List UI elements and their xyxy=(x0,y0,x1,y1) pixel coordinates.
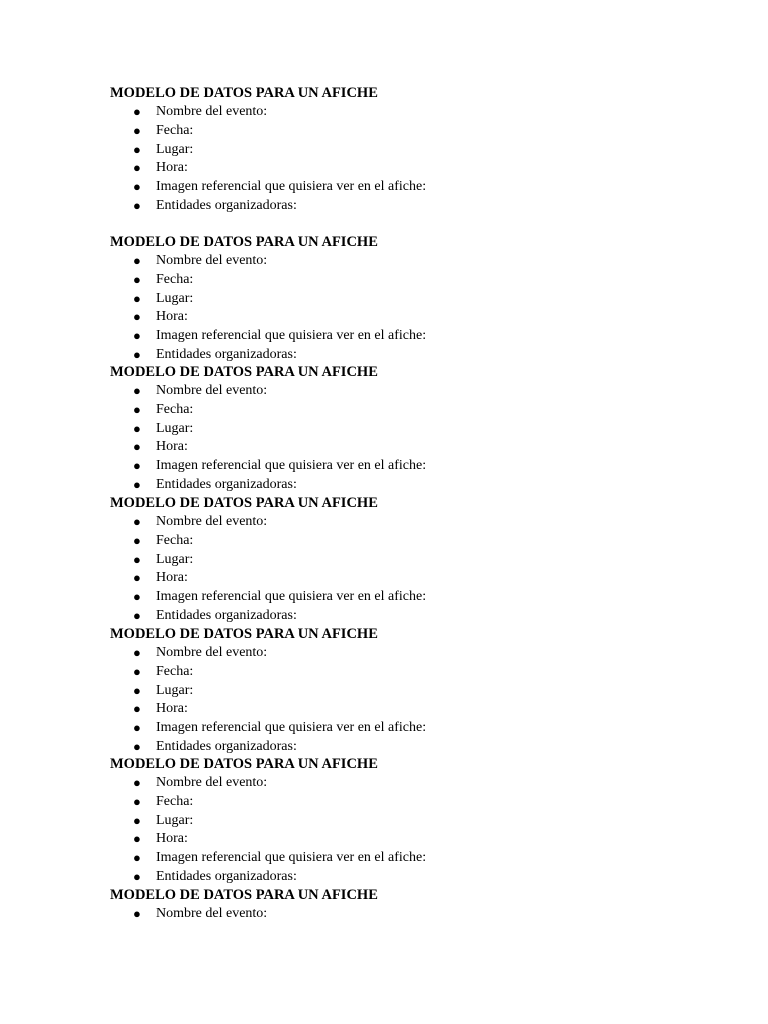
section-heading: MODELO DE DATOS PARA UN AFICHE xyxy=(110,85,378,101)
list-item xyxy=(110,663,670,682)
field-label: Imagen referencial que quisiera ver en el afiche: xyxy=(156,328,427,344)
list-item xyxy=(110,793,670,812)
bullet-icon: ● xyxy=(133,439,141,455)
list-item xyxy=(110,682,670,701)
field-label: Nombre del evento: xyxy=(156,253,268,268)
bullet-icon: ● xyxy=(133,476,141,492)
field-label: Imagen referencial que quisiera ver en el afiche: xyxy=(156,850,427,866)
bullet-icon: ● xyxy=(133,906,141,921)
bullet-icon: ● xyxy=(133,682,141,698)
list-item xyxy=(110,476,670,495)
bullet-icon: ● xyxy=(133,831,141,847)
bullet-icon: ● xyxy=(133,179,141,195)
field-label: Entidades organizadoras: xyxy=(156,868,297,884)
bullet-icon: ● xyxy=(133,346,141,362)
field-label: Lugar: xyxy=(156,812,194,828)
bullet-icon: ● xyxy=(133,850,141,866)
bullet-icon: ● xyxy=(133,458,141,474)
field-label: Hora: xyxy=(156,439,188,455)
list-item xyxy=(110,700,670,719)
bullet-icon: ● xyxy=(133,720,141,736)
field-label: Fecha: xyxy=(156,793,194,809)
field-label: Entidades organizadoras: xyxy=(156,738,297,754)
bullet-icon: ● xyxy=(133,160,141,176)
field-label: Entidades organizadoras: xyxy=(156,476,297,492)
list-item xyxy=(110,569,670,588)
bullet-icon: ● xyxy=(133,663,141,679)
form-section-1 xyxy=(110,84,670,216)
bullet-icon: ● xyxy=(133,401,141,417)
field-label: Fecha: xyxy=(156,663,194,679)
list-item xyxy=(110,438,670,457)
list-item xyxy=(110,607,670,626)
field-label: Hora: xyxy=(156,831,188,847)
bullet-icon: ● xyxy=(133,645,141,660)
field-label: Entidades organizadoras: xyxy=(156,607,297,623)
field-label: Nombre del evento: xyxy=(156,104,268,119)
bullet-icon: ● xyxy=(133,868,141,884)
field-label: Imagen referencial que quisiera ver en el afiche: xyxy=(156,458,427,474)
field-label: Nombre del evento: xyxy=(156,383,268,398)
bullet-icon: ● xyxy=(133,738,141,754)
section-heading: MODELO DE DATOS PARA UN AFICHE xyxy=(110,364,378,380)
field-label: Hora: xyxy=(156,309,188,325)
field-list xyxy=(110,644,670,757)
list-item xyxy=(110,103,670,122)
bullet-icon: ● xyxy=(133,812,141,828)
field-label: Hora: xyxy=(156,701,188,717)
field-label: Fecha: xyxy=(156,401,194,417)
form-section-2 xyxy=(110,233,670,365)
list-item xyxy=(110,382,670,401)
bullet-icon: ● xyxy=(133,253,141,268)
form-section-6 xyxy=(110,755,670,887)
bullet-icon: ● xyxy=(133,271,141,287)
bullet-icon: ● xyxy=(133,532,141,548)
bullet-icon: ● xyxy=(133,122,141,138)
field-label: Nombre del evento: xyxy=(156,514,268,529)
list-item xyxy=(110,774,670,793)
section-heading: MODELO DE DATOS PARA UN AFICHE xyxy=(110,626,378,642)
bullet-icon: ● xyxy=(133,514,141,529)
list-item xyxy=(110,849,670,868)
list-item xyxy=(110,830,670,849)
list-item xyxy=(110,122,670,141)
list-item xyxy=(110,719,670,738)
bullet-icon: ● xyxy=(133,420,141,436)
bullet-icon: ● xyxy=(133,309,141,325)
field-label: Entidades organizadoras: xyxy=(156,197,297,213)
field-list xyxy=(110,513,670,626)
list-item xyxy=(110,513,670,532)
section-heading: MODELO DE DATOS PARA UN AFICHE xyxy=(110,234,378,250)
field-label: Nombre del evento: xyxy=(156,645,268,660)
list-item xyxy=(110,159,670,178)
field-label: Fecha: xyxy=(156,122,194,138)
form-section-5 xyxy=(110,625,670,757)
field-list xyxy=(110,382,670,495)
field-label: Lugar: xyxy=(156,682,194,698)
field-label: Hora: xyxy=(156,570,188,586)
field-label: Lugar: xyxy=(156,551,194,567)
field-label: Lugar: xyxy=(156,141,194,157)
form-section-4 xyxy=(110,494,670,626)
field-label: Hora: xyxy=(156,160,188,176)
bullet-icon: ● xyxy=(133,551,141,567)
field-label: Nombre del evento: xyxy=(156,775,268,790)
bullet-icon: ● xyxy=(133,570,141,586)
list-item xyxy=(110,290,670,309)
section-heading: MODELO DE DATOS PARA UN AFICHE xyxy=(110,495,378,511)
field-label: Nombre del evento: xyxy=(156,906,268,921)
list-item xyxy=(110,141,670,160)
list-item xyxy=(110,457,670,476)
bullet-icon: ● xyxy=(133,197,141,213)
bullet-icon: ● xyxy=(133,793,141,809)
bullet-icon: ● xyxy=(133,328,141,344)
list-item xyxy=(110,420,670,439)
list-item xyxy=(110,252,670,271)
list-item xyxy=(110,905,670,924)
list-item xyxy=(110,308,670,327)
form-section-3 xyxy=(110,363,670,495)
field-label: Lugar: xyxy=(156,290,194,306)
list-item xyxy=(110,401,670,420)
field-list xyxy=(110,774,670,887)
field-label: Entidades organizadoras: xyxy=(156,346,297,362)
field-label: Lugar: xyxy=(156,420,194,436)
bullet-icon: ● xyxy=(133,383,141,398)
field-label: Imagen referencial que quisiera ver en el afiche: xyxy=(156,179,427,195)
list-item xyxy=(110,327,670,346)
field-label: Fecha: xyxy=(156,271,194,287)
field-list xyxy=(110,252,670,365)
bullet-icon: ● xyxy=(133,589,141,605)
section-heading: MODELO DE DATOS PARA UN AFICHE xyxy=(110,756,378,772)
bullet-icon: ● xyxy=(133,775,141,790)
bullet-icon: ● xyxy=(133,141,141,157)
bullet-icon: ● xyxy=(133,290,141,306)
list-item xyxy=(110,644,670,663)
field-list xyxy=(110,905,670,924)
list-item xyxy=(110,178,670,197)
list-item xyxy=(110,271,670,290)
list-item xyxy=(110,551,670,570)
list-item xyxy=(110,346,670,365)
list-item xyxy=(110,197,670,216)
field-label: Imagen referencial que quisiera ver en el afiche: xyxy=(156,589,427,605)
list-item xyxy=(110,812,670,831)
list-item xyxy=(110,532,670,551)
bullet-icon: ● xyxy=(133,701,141,717)
bullet-icon: ● xyxy=(133,607,141,623)
field-label: Fecha: xyxy=(156,532,194,548)
list-item xyxy=(110,738,670,757)
form-section-7 xyxy=(110,886,670,924)
field-list xyxy=(110,103,670,216)
list-item xyxy=(110,868,670,887)
list-item xyxy=(110,588,670,607)
field-label: Imagen referencial que quisiera ver en el afiche: xyxy=(156,720,427,736)
section-heading: MODELO DE DATOS PARA UN AFICHE xyxy=(110,887,378,903)
bullet-icon: ● xyxy=(133,104,141,119)
